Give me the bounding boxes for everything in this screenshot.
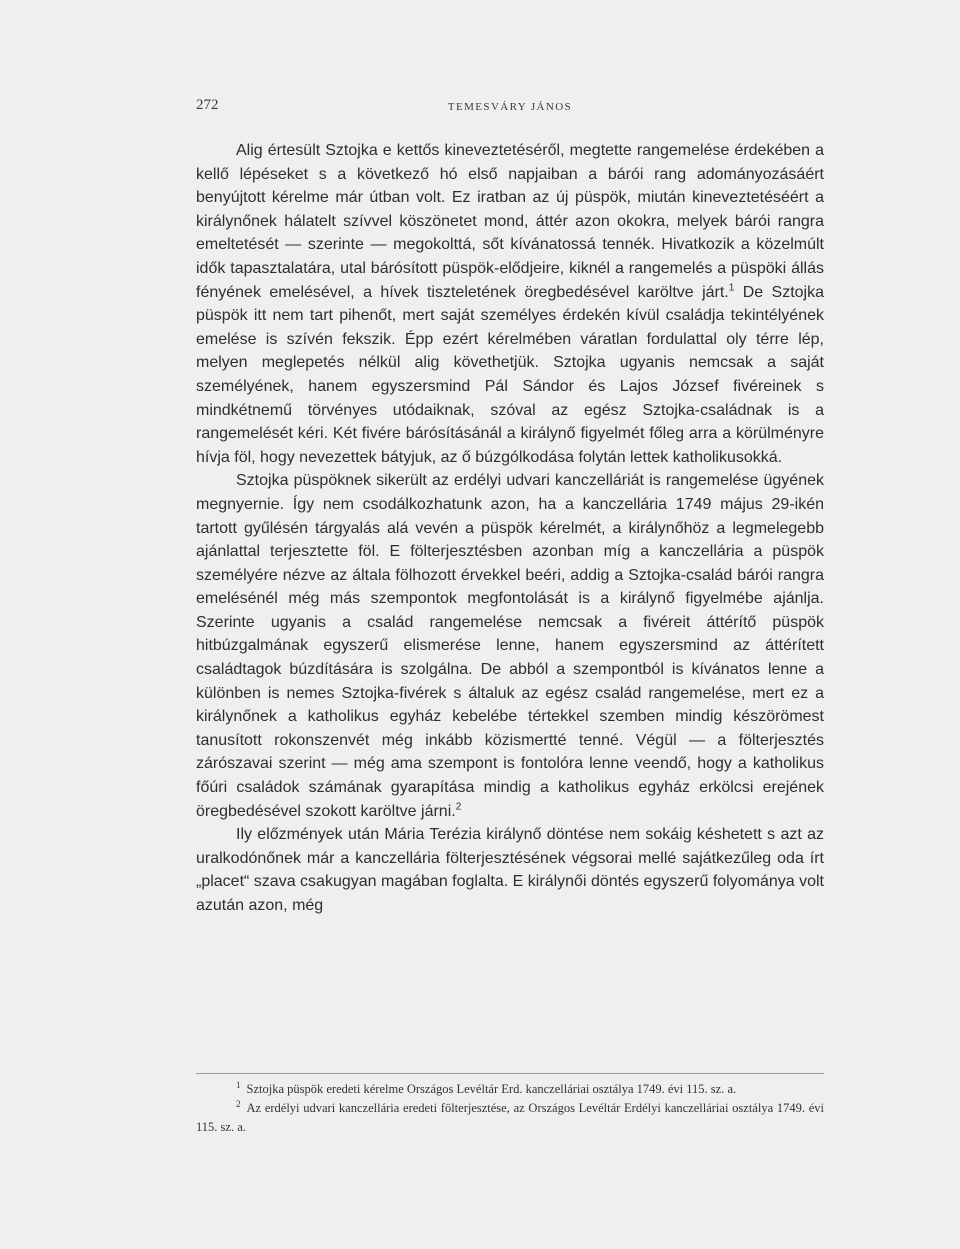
footnote-reference: 1 [728, 282, 735, 294]
paragraph [196, 823, 824, 917]
body-text [196, 139, 824, 918]
footnote-mark: 2 [236, 1098, 241, 1109]
paragraph [196, 469, 824, 823]
page-header [196, 97, 824, 117]
footnote [196, 1080, 824, 1099]
paragraph [196, 139, 824, 469]
footnote-text: Az erdélyi udvari kanczellária eredeti fölterjesztése, az Országos Levéltár Erdélyi kanczelláriai osztálya 1749. évi 115. sz. a. [196, 1101, 824, 1134]
footnote-mark: 1 [236, 1079, 241, 1090]
paragraph-text: Ily előzmények után Mária Terézia királynő döntése nem sokáig késhetett s azt az uralkodónőnek már a kanczellária fölterjesztésének végsorai mellé sajátkezűleg oda írt „placet“ szava csakugyan magában foglalta. E királynői döntés egyszerű folyománya volt azután azon, még [196, 826, 824, 914]
footnote-reference: 2 [455, 801, 462, 813]
running-head: TEMESVÁRY JÁNOS [447, 101, 573, 113]
paragraph-text: Alig értesült Sztojka e kettős kineveztetéséről, megtette rangemelése érdekében a kellő lépéseket s a következő hó első napjaiban a bárói rang adományozásáért benyújtott kérelme már útban volt. Ez iratban az új püspök, miután kineveztetéséért a királynőnek hálatelt szívvel köszönetet mond, áttér azon okokra, melyek bárói rangra emeltetését — szerinte — megokolttá, sőt kívánatossá tennék. Hivatkozik a közelmúlt idők tapasztalatára, utal bárósított püspök-elődjeire, kiknél a rangemelés a püspöki állás fényének emelésével, a hívek tiszteletének öregbedésével karöltve járt. [196, 142, 824, 301]
footnotes [196, 1080, 824, 1137]
paragraph-text: Sztojka püspöknek sikerült az erdélyi udvari kanczelláriát is rangemelése ügyének megnyernie. Így nem csodálkozhatunk azon, ha a kanczellária 1749 május 29-ikén tartott gyűlésén tárgyalás alá vevén a püspök kérelmét, a királynőhöz a legmelegebb ajánlattal terjesztette föl. E fölterjesztésben azonban míg a kanczellária a püspök személyére nézve az általa fölhozott érvekkel beéri, addig a Sztojka-család bárói rangra emelésénél még más szempontok megfontolását is a királynő figyelmébe ajánlja. Szerinte ugyanis a család rangemelése nemcsak a fivéreit áttérítő püspök hitbúzgalmának egyszerű elismerése lenne, hanem egyszersmind az áttérített családtagok búzdítására is szolgálna. De abból a szempontból is kívánatos lenne a különben is nemes Sztojka-fivérek s általuk az egész család rangemelése, mert ez a királynőnek a katholikus egyház kebelébe tértekkel szemben mindig készörömest tanusított rokonszenvét még inkább közismertté tenné. Végül — a fölterjesztés zárószavai szerint — még ama szempont is fontolóra lenne veendő, hogy a katholikus főúri családok számának gyarapítása mindig a katholikus egyház erkölcsi erejének öregbedésével szokott karöltve járni. [196, 472, 824, 820]
page-number: 272 [196, 97, 219, 113]
footnote-divider [196, 1073, 824, 1074]
paragraph-text-continued: De Sztojka püspök itt nem tart pihenőt, mert saját személyes érdekén kívül családja tekintélyének emelése is szívén fekszik. Épp ezért kérelmében váratlan fordulattal oly térre lép, melyen meglepetés nélkül alig követhetjük. Sztojka ugyanis nemcsak a saját személyének, hanem egyszersmind Pál Sándor és Lajos József fivéreinek s mindkétnemű törvényes utódaiknak, szóval az egész Sztojka-családnak is a rangemelését kéri. Két fivére bárósításánál a királynő figyelmét főleg arra a körülményre hívja föl, hogy nevezettek bátyjuk, az ő búzgólkodása folytán lettek katholikusokká. [196, 283, 825, 466]
footnote [196, 1099, 824, 1137]
footnote-text: Sztojka püspök eredeti kérelme Országos Levéltár Erd. kanczelláriai osztálya 1749. évi 115. sz. a. [246, 1082, 737, 1096]
